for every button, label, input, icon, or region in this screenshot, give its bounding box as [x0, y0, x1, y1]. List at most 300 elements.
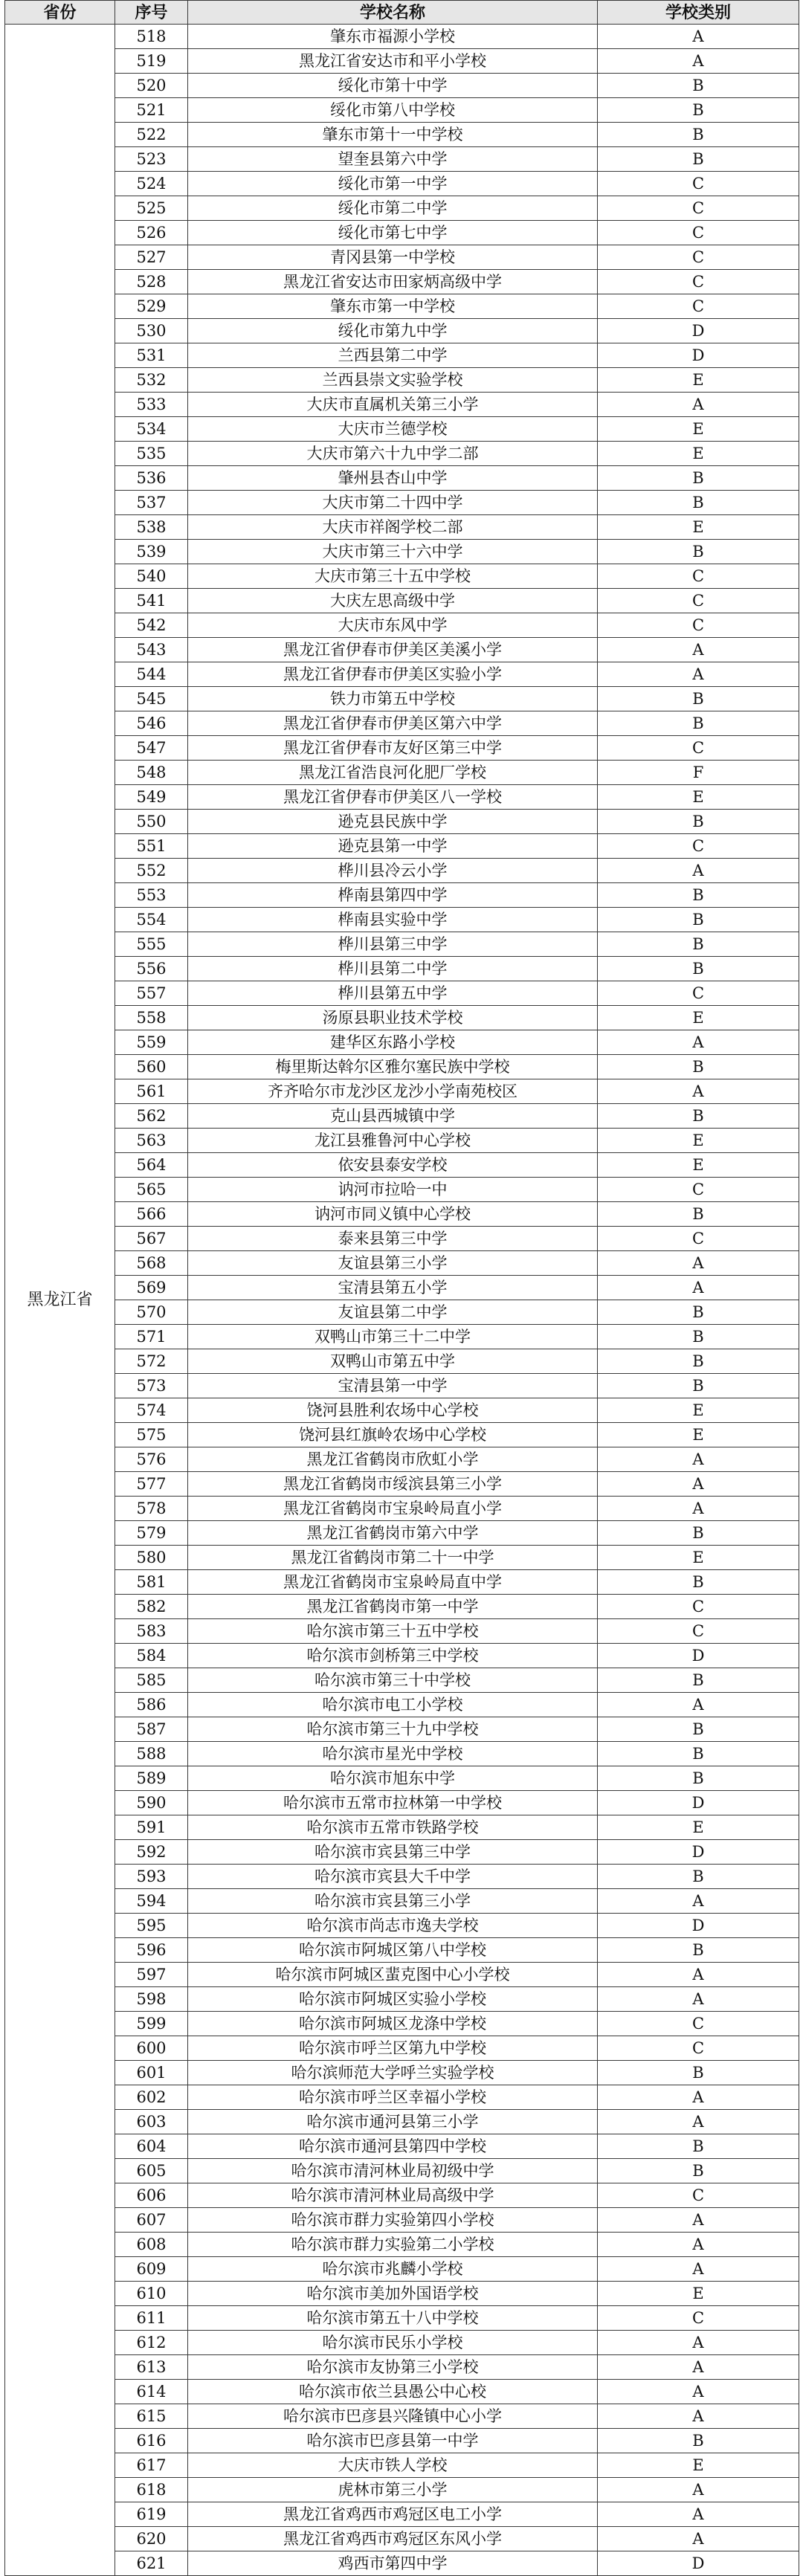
table-row	[5, 1423, 799, 1447]
school-category-cell: C	[598, 245, 799, 270]
school-category-cell: C	[598, 1227, 799, 1251]
school-name-cell: 双鸭山市第三十二中学	[188, 1325, 598, 1349]
school-name-cell: 哈尔滨市第五十八中学校	[188, 2306, 598, 2331]
column-header-school-name: 学校名称	[188, 1, 598, 25]
school-name-cell: 建华区东路小学校	[188, 1030, 598, 1055]
row-number-cell: 524	[115, 172, 188, 196]
school-name-cell: 哈尔滨市宾县大千中学	[188, 1865, 598, 1889]
school-category-cell: C	[598, 1178, 799, 1202]
school-category-cell: C	[598, 172, 799, 196]
school-category-cell: B	[598, 491, 799, 515]
row-number-cell: 601	[115, 2061, 188, 2085]
table-row	[5, 1963, 799, 1987]
table-row	[5, 1644, 799, 1668]
table-row	[5, 1374, 799, 1398]
school-name-cell: 大庆市第三十六中学	[188, 540, 598, 564]
row-number-cell: 566	[115, 1202, 188, 1227]
school-category-cell: A	[598, 2331, 799, 2355]
school-name-cell: 泰来县第三中学	[188, 1227, 598, 1251]
row-number-cell: 608	[115, 2233, 188, 2257]
row-number-cell: 602	[115, 2085, 188, 2110]
school-name-cell: 桦川县冷云小学	[188, 859, 598, 883]
row-number-cell: 615	[115, 2404, 188, 2429]
school-category-cell: C	[598, 270, 799, 294]
school-name-cell: 齐齐哈尔市龙沙区龙沙小学南苑校区	[188, 1079, 598, 1104]
school-name-cell: 黑龙江省鹤岗市绥滨县第三小学	[188, 1472, 598, 1497]
row-number-cell: 556	[115, 957, 188, 981]
table-row	[5, 1889, 799, 1914]
school-name-cell: 大庆市第二十四中学	[188, 491, 598, 515]
row-number-cell: 618	[115, 2478, 188, 2502]
school-category-cell: E	[598, 417, 799, 442]
row-number-cell: 552	[115, 859, 188, 883]
school-name-cell: 饶河县胜利农场中心学校	[188, 1398, 598, 1423]
school-category-cell: D	[598, 1644, 799, 1668]
row-number-cell: 584	[115, 1644, 188, 1668]
school-name-cell: 黑龙江省鹤岗市宝泉岭局直中学	[188, 1570, 598, 1595]
table-row	[5, 2036, 799, 2061]
school-name-cell: 哈尔滨市民乐小学校	[188, 2331, 598, 2355]
table-row	[5, 1742, 799, 1766]
school-name-cell: 黑龙江省安达市和平小学校	[188, 49, 598, 74]
table-row	[5, 2085, 799, 2110]
table-row	[5, 25, 799, 49]
row-number-cell: 559	[115, 1030, 188, 1055]
row-number-cell: 551	[115, 834, 188, 859]
row-number-cell: 538	[115, 515, 188, 540]
row-number-cell: 568	[115, 1251, 188, 1276]
school-name-cell: 黑龙江省鹤岗市欣虹小学	[188, 1447, 598, 1472]
school-name-cell: 哈尔滨市巴彦县第一中学	[188, 2429, 598, 2453]
school-category-cell: A	[598, 1447, 799, 1472]
row-number-cell: 572	[115, 1349, 188, 1374]
table-row	[5, 1472, 799, 1497]
school-name-cell: 大庆市东风中学	[188, 613, 598, 638]
school-category-cell: A	[598, 2478, 799, 2502]
table-row	[5, 932, 799, 957]
school-category-cell: C	[598, 294, 799, 319]
school-category-cell: A	[598, 2404, 799, 2429]
school-category-cell: C	[598, 834, 799, 859]
row-number-cell: 518	[115, 25, 188, 49]
school-name-cell: 哈尔滨市阿城区实验小学校	[188, 1987, 598, 2012]
school-category-cell: A	[598, 2527, 799, 2551]
school-category-cell: B	[598, 1374, 799, 1398]
table-row	[5, 2134, 799, 2159]
school-name-cell: 绥化市第十中学	[188, 74, 598, 98]
school-category-cell: B	[598, 1766, 799, 1791]
table-row	[5, 1595, 799, 1619]
row-number-cell: 555	[115, 932, 188, 957]
school-category-cell: D	[598, 343, 799, 368]
table-row	[5, 1030, 799, 1055]
school-category-cell: B	[598, 1938, 799, 1963]
table-row	[5, 1938, 799, 1963]
table-row	[5, 1006, 799, 1030]
school-category-cell: B	[598, 1202, 799, 1227]
school-category-cell: A	[598, 1472, 799, 1497]
school-name-cell: 讷河市拉哈一中	[188, 1178, 598, 1202]
table-row	[5, 908, 799, 932]
school-name-cell: 哈尔滨市阿城区龙涤中学校	[188, 2012, 598, 2036]
table-row	[5, 981, 799, 1006]
table-row	[5, 1129, 799, 1153]
row-number-cell: 597	[115, 1963, 188, 1987]
school-category-cell: B	[598, 1742, 799, 1766]
school-name-cell: 绥化市第七中学	[188, 221, 598, 245]
school-category-cell: B	[598, 932, 799, 957]
school-name-cell: 大庆左思高级中学	[188, 589, 598, 613]
school-category-cell: C	[598, 564, 799, 589]
school-name-cell: 兰西县崇文实验学校	[188, 368, 598, 393]
school-category-cell: B	[598, 1349, 799, 1374]
school-category-cell: C	[598, 736, 799, 761]
table-row	[5, 1987, 799, 2012]
row-number-cell: 612	[115, 2331, 188, 2355]
school-category-cell: A	[598, 1079, 799, 1104]
table-row	[5, 1178, 799, 1202]
table-row	[5, 1521, 799, 1546]
row-number-cell: 576	[115, 1447, 188, 1472]
row-number-cell: 603	[115, 2110, 188, 2134]
row-number-cell: 587	[115, 1717, 188, 1742]
school-category-cell: B	[598, 1521, 799, 1546]
row-number-cell: 610	[115, 2282, 188, 2306]
school-category-cell: B	[598, 1055, 799, 1079]
row-number-cell: 619	[115, 2502, 188, 2527]
school-name-cell: 友谊县第二中学	[188, 1300, 598, 1325]
table-row	[5, 1693, 799, 1717]
school-category-cell: C	[598, 221, 799, 245]
row-number-cell: 565	[115, 1178, 188, 1202]
school-category-cell: C	[598, 613, 799, 638]
school-category-cell: A	[598, 638, 799, 662]
school-name-cell: 黑龙江省伊春市伊美区八一学校	[188, 785, 598, 810]
school-category-cell: C	[598, 2012, 799, 2036]
school-category-cell: A	[598, 2257, 799, 2282]
school-category-cell: E	[598, 1129, 799, 1153]
table-row	[5, 1815, 799, 1840]
school-name-cell: 哈尔滨市依兰县愚公中心校	[188, 2380, 598, 2404]
table-row	[5, 957, 799, 981]
row-number-cell: 541	[115, 589, 188, 613]
table-row	[5, 687, 799, 711]
row-number-cell: 571	[115, 1325, 188, 1349]
row-number-cell: 589	[115, 1766, 188, 1791]
table-row	[5, 442, 799, 466]
row-number-cell: 544	[115, 662, 188, 687]
table-row	[5, 123, 799, 147]
table-row	[5, 172, 799, 196]
row-number-cell: 545	[115, 687, 188, 711]
table-row	[5, 1251, 799, 1276]
school-category-cell: B	[598, 1325, 799, 1349]
row-number-cell: 614	[115, 2380, 188, 2404]
school-name-cell: 哈尔滨市清河林业局初级中学	[188, 2159, 598, 2183]
row-number-cell: 535	[115, 442, 188, 466]
school-name-cell: 哈尔滨市星光中学校	[188, 1742, 598, 1766]
table-row	[5, 2478, 799, 2502]
school-category-cell: A	[598, 1276, 799, 1300]
table-row	[5, 711, 799, 736]
table-row	[5, 491, 799, 515]
row-number-cell: 553	[115, 883, 188, 908]
school-category-cell: A	[598, 25, 799, 49]
table-row	[5, 2012, 799, 2036]
school-name-cell: 虎林市第三小学	[188, 2478, 598, 2502]
school-name-cell: 黑龙江省鹤岗市宝泉岭局直小学	[188, 1497, 598, 1521]
school-category-cell: A	[598, 2355, 799, 2380]
row-number-cell: 588	[115, 1742, 188, 1766]
table-row	[5, 1668, 799, 1693]
table-row	[5, 1791, 799, 1815]
table-row	[5, 1276, 799, 1300]
row-number-cell: 523	[115, 147, 188, 172]
school-name-cell: 桦南县实验中学	[188, 908, 598, 932]
table-row	[5, 2502, 799, 2527]
school-category-cell: C	[598, 589, 799, 613]
school-name-cell: 黑龙江省鸡西市鸡冠区电工小学	[188, 2502, 598, 2527]
table-row	[5, 1497, 799, 1521]
school-name-cell: 黑龙江省鹤岗市第二十一中学	[188, 1546, 598, 1570]
row-number-cell: 590	[115, 1791, 188, 1815]
row-number-cell: 570	[115, 1300, 188, 1325]
school-category-cell: A	[598, 662, 799, 687]
school-name-cell: 哈尔滨市巴彦县兴隆镇中心小学	[188, 2404, 598, 2429]
school-category-cell: D	[598, 2551, 799, 2576]
row-number-cell: 583	[115, 1619, 188, 1644]
school-category-cell: B	[598, 74, 799, 98]
school-name-cell: 绥化市第二中学	[188, 196, 598, 221]
school-name-cell: 讷河市同义镇中心学校	[188, 1202, 598, 1227]
school-category-cell: A	[598, 2233, 799, 2257]
table-row	[5, 2355, 799, 2380]
school-name-cell: 宝清县第五小学	[188, 1276, 598, 1300]
row-number-cell: 561	[115, 1079, 188, 1104]
school-name-cell: 哈尔滨市通河县第三小学	[188, 2110, 598, 2134]
school-category-cell: A	[598, 1963, 799, 1987]
row-number-cell: 530	[115, 319, 188, 343]
school-name-cell: 宝清县第一中学	[188, 1374, 598, 1398]
column-header-number: 序号	[115, 1, 188, 25]
school-name-cell: 望奎县第六中学	[188, 147, 598, 172]
school-category-cell: E	[598, 515, 799, 540]
table-row	[5, 761, 799, 785]
table-row	[5, 2159, 799, 2183]
school-name-cell: 肇州县杏山中学	[188, 466, 598, 491]
table-row	[5, 196, 799, 221]
school-category-cell: A	[598, 1987, 799, 2012]
row-number-cell: 519	[115, 49, 188, 74]
school-category-cell: E	[598, 1398, 799, 1423]
school-category-cell: C	[598, 196, 799, 221]
school-category-cell: E	[598, 2282, 799, 2306]
school-name-cell: 大庆市铁人学校	[188, 2453, 598, 2478]
school-name-cell: 哈尔滨市兆麟小学校	[188, 2257, 598, 2282]
school-name-cell: 逊克县民族中学	[188, 810, 598, 834]
table-row	[5, 1840, 799, 1865]
table-row	[5, 1546, 799, 1570]
table-row	[5, 1717, 799, 1742]
row-number-cell: 593	[115, 1865, 188, 1889]
table-row	[5, 2551, 799, 2576]
school-name-cell: 哈尔滨市宾县第三小学	[188, 1889, 598, 1914]
row-number-cell: 527	[115, 245, 188, 270]
row-number-cell: 550	[115, 810, 188, 834]
row-number-cell: 529	[115, 294, 188, 319]
table-row	[5, 294, 799, 319]
school-category-cell: B	[598, 883, 799, 908]
school-category-cell: B	[598, 540, 799, 564]
school-name-cell: 哈尔滨市宾县第三中学	[188, 1840, 598, 1865]
school-category-cell: C	[598, 1619, 799, 1644]
school-category-cell: A	[598, 1030, 799, 1055]
school-name-cell: 桦川县第二中学	[188, 957, 598, 981]
table-row	[5, 2257, 799, 2282]
table-row	[5, 2453, 799, 2478]
table-row	[5, 1104, 799, 1129]
school-category-cell: B	[598, 810, 799, 834]
table-row	[5, 736, 799, 761]
row-number-cell: 539	[115, 540, 188, 564]
row-number-cell: 536	[115, 466, 188, 491]
row-number-cell: 600	[115, 2036, 188, 2061]
table-row	[5, 1619, 799, 1644]
school-category-cell: B	[598, 123, 799, 147]
school-category-cell: A	[598, 1693, 799, 1717]
school-category-cell: A	[598, 859, 799, 883]
table-row	[5, 2183, 799, 2208]
table-row	[5, 2331, 799, 2355]
school-category-cell: B	[598, 2159, 799, 2183]
school-category-cell: B	[598, 147, 799, 172]
school-name-cell: 黑龙江省浩良河化肥厂学校	[188, 761, 598, 785]
school-name-cell: 哈尔滨市第三十九中学校	[188, 1717, 598, 1742]
school-category-cell: B	[598, 1865, 799, 1889]
column-header-school-category: 学校类别	[598, 1, 799, 25]
school-name-cell: 哈尔滨市群力实验第二小学校	[188, 2233, 598, 2257]
school-category-cell: A	[598, 1251, 799, 1276]
school-category-cell: E	[598, 1423, 799, 1447]
table-row	[5, 1079, 799, 1104]
table-row	[5, 368, 799, 393]
school-category-cell: A	[598, 49, 799, 74]
school-category-cell: B	[598, 711, 799, 736]
school-category-cell: B	[598, 98, 799, 123]
row-number-cell: 596	[115, 1938, 188, 1963]
row-number-cell: 581	[115, 1570, 188, 1595]
row-number-cell: 546	[115, 711, 188, 736]
table-body	[5, 25, 799, 2576]
school-name-cell: 双鸭山市第五中学	[188, 1349, 598, 1374]
row-number-cell: 599	[115, 2012, 188, 2036]
row-number-cell: 526	[115, 221, 188, 245]
column-header-province: 省份	[5, 1, 115, 25]
table-row	[5, 1447, 799, 1472]
school-category-cell: E	[598, 1546, 799, 1570]
row-number-cell: 580	[115, 1546, 188, 1570]
school-name-cell: 大庆市兰德学校	[188, 417, 598, 442]
table-row	[5, 859, 799, 883]
school-name-cell: 哈尔滨市呼兰区幸福小学校	[188, 2085, 598, 2110]
table-row	[5, 74, 799, 98]
table-row	[5, 810, 799, 834]
school-name-cell: 梅里斯达斡尔区雅尔塞民族中学校	[188, 1055, 598, 1079]
school-name-cell: 黑龙江省鹤岗市第六中学	[188, 1521, 598, 1546]
row-number-cell: 558	[115, 1006, 188, 1030]
table-row	[5, 319, 799, 343]
school-name-cell: 哈尔滨师范大学呼兰实验学校	[188, 2061, 598, 2085]
table-row	[5, 393, 799, 417]
table-row	[5, 2404, 799, 2429]
school-category-cell: E	[598, 368, 799, 393]
school-category-cell: E	[598, 442, 799, 466]
table-row	[5, 49, 799, 74]
row-number-cell: 598	[115, 1987, 188, 2012]
row-number-cell: 560	[115, 1055, 188, 1079]
school-category-cell: D	[598, 319, 799, 343]
row-number-cell: 613	[115, 2355, 188, 2380]
table-row	[5, 221, 799, 245]
school-name-cell: 肇东市第一中学校	[188, 294, 598, 319]
table-row	[5, 785, 799, 810]
table-row	[5, 1202, 799, 1227]
school-name-cell: 哈尔滨市呼兰区第九中学校	[188, 2036, 598, 2061]
row-number-cell: 606	[115, 2183, 188, 2208]
row-number-cell: 594	[115, 1889, 188, 1914]
table-row	[5, 1398, 799, 1423]
table-row	[5, 883, 799, 908]
school-name-cell: 兰西县第二中学	[188, 343, 598, 368]
table-row	[5, 2527, 799, 2551]
school-name-cell: 铁力市第五中学校	[188, 687, 598, 711]
school-category-cell: A	[598, 393, 799, 417]
school-name-cell: 桦川县第三中学	[188, 932, 598, 957]
school-name-cell: 黑龙江省伊春市友好区第三中学	[188, 736, 598, 761]
school-name-cell: 汤原县职业技术学校	[188, 1006, 598, 1030]
school-name-cell: 友谊县第三小学	[188, 1251, 598, 1276]
school-name-cell: 哈尔滨市清河林业局高级中学	[188, 2183, 598, 2208]
school-category-cell: D	[598, 1914, 799, 1938]
school-name-cell: 龙江县雅鲁河中心学校	[188, 1129, 598, 1153]
school-name-cell: 饶河县红旗岭农场中心学校	[188, 1423, 598, 1447]
table-row	[5, 1153, 799, 1178]
school-name-cell: 哈尔滨市五常市拉林第一中学校	[188, 1791, 598, 1815]
school-name-cell: 肇东市第十一中学校	[188, 123, 598, 147]
row-number-cell: 522	[115, 123, 188, 147]
row-number-cell: 531	[115, 343, 188, 368]
school-category-cell: B	[598, 957, 799, 981]
school-name-cell: 哈尔滨市电工小学校	[188, 1693, 598, 1717]
row-number-cell: 533	[115, 393, 188, 417]
row-number-cell: 564	[115, 1153, 188, 1178]
school-name-cell: 桦川县第五中学	[188, 981, 598, 1006]
row-number-cell: 595	[115, 1914, 188, 1938]
school-category-cell: A	[598, 1497, 799, 1521]
row-number-cell: 578	[115, 1497, 188, 1521]
table-row	[5, 2233, 799, 2257]
school-name-cell: 绥化市第八中学校	[188, 98, 598, 123]
school-name-cell: 哈尔滨市剑桥第三中学校	[188, 1644, 598, 1668]
school-name-cell: 黑龙江省安达市田家炳高级中学	[188, 270, 598, 294]
row-number-cell: 585	[115, 1668, 188, 1693]
school-name-cell: 哈尔滨市群力实验第四小学校	[188, 2208, 598, 2233]
row-number-cell: 607	[115, 2208, 188, 2233]
row-number-cell: 562	[115, 1104, 188, 1129]
school-name-cell: 鸡西市第四中学	[188, 2551, 598, 2576]
row-number-cell: 620	[115, 2527, 188, 2551]
school-name-cell: 哈尔滨市旭东中学	[188, 1766, 598, 1791]
